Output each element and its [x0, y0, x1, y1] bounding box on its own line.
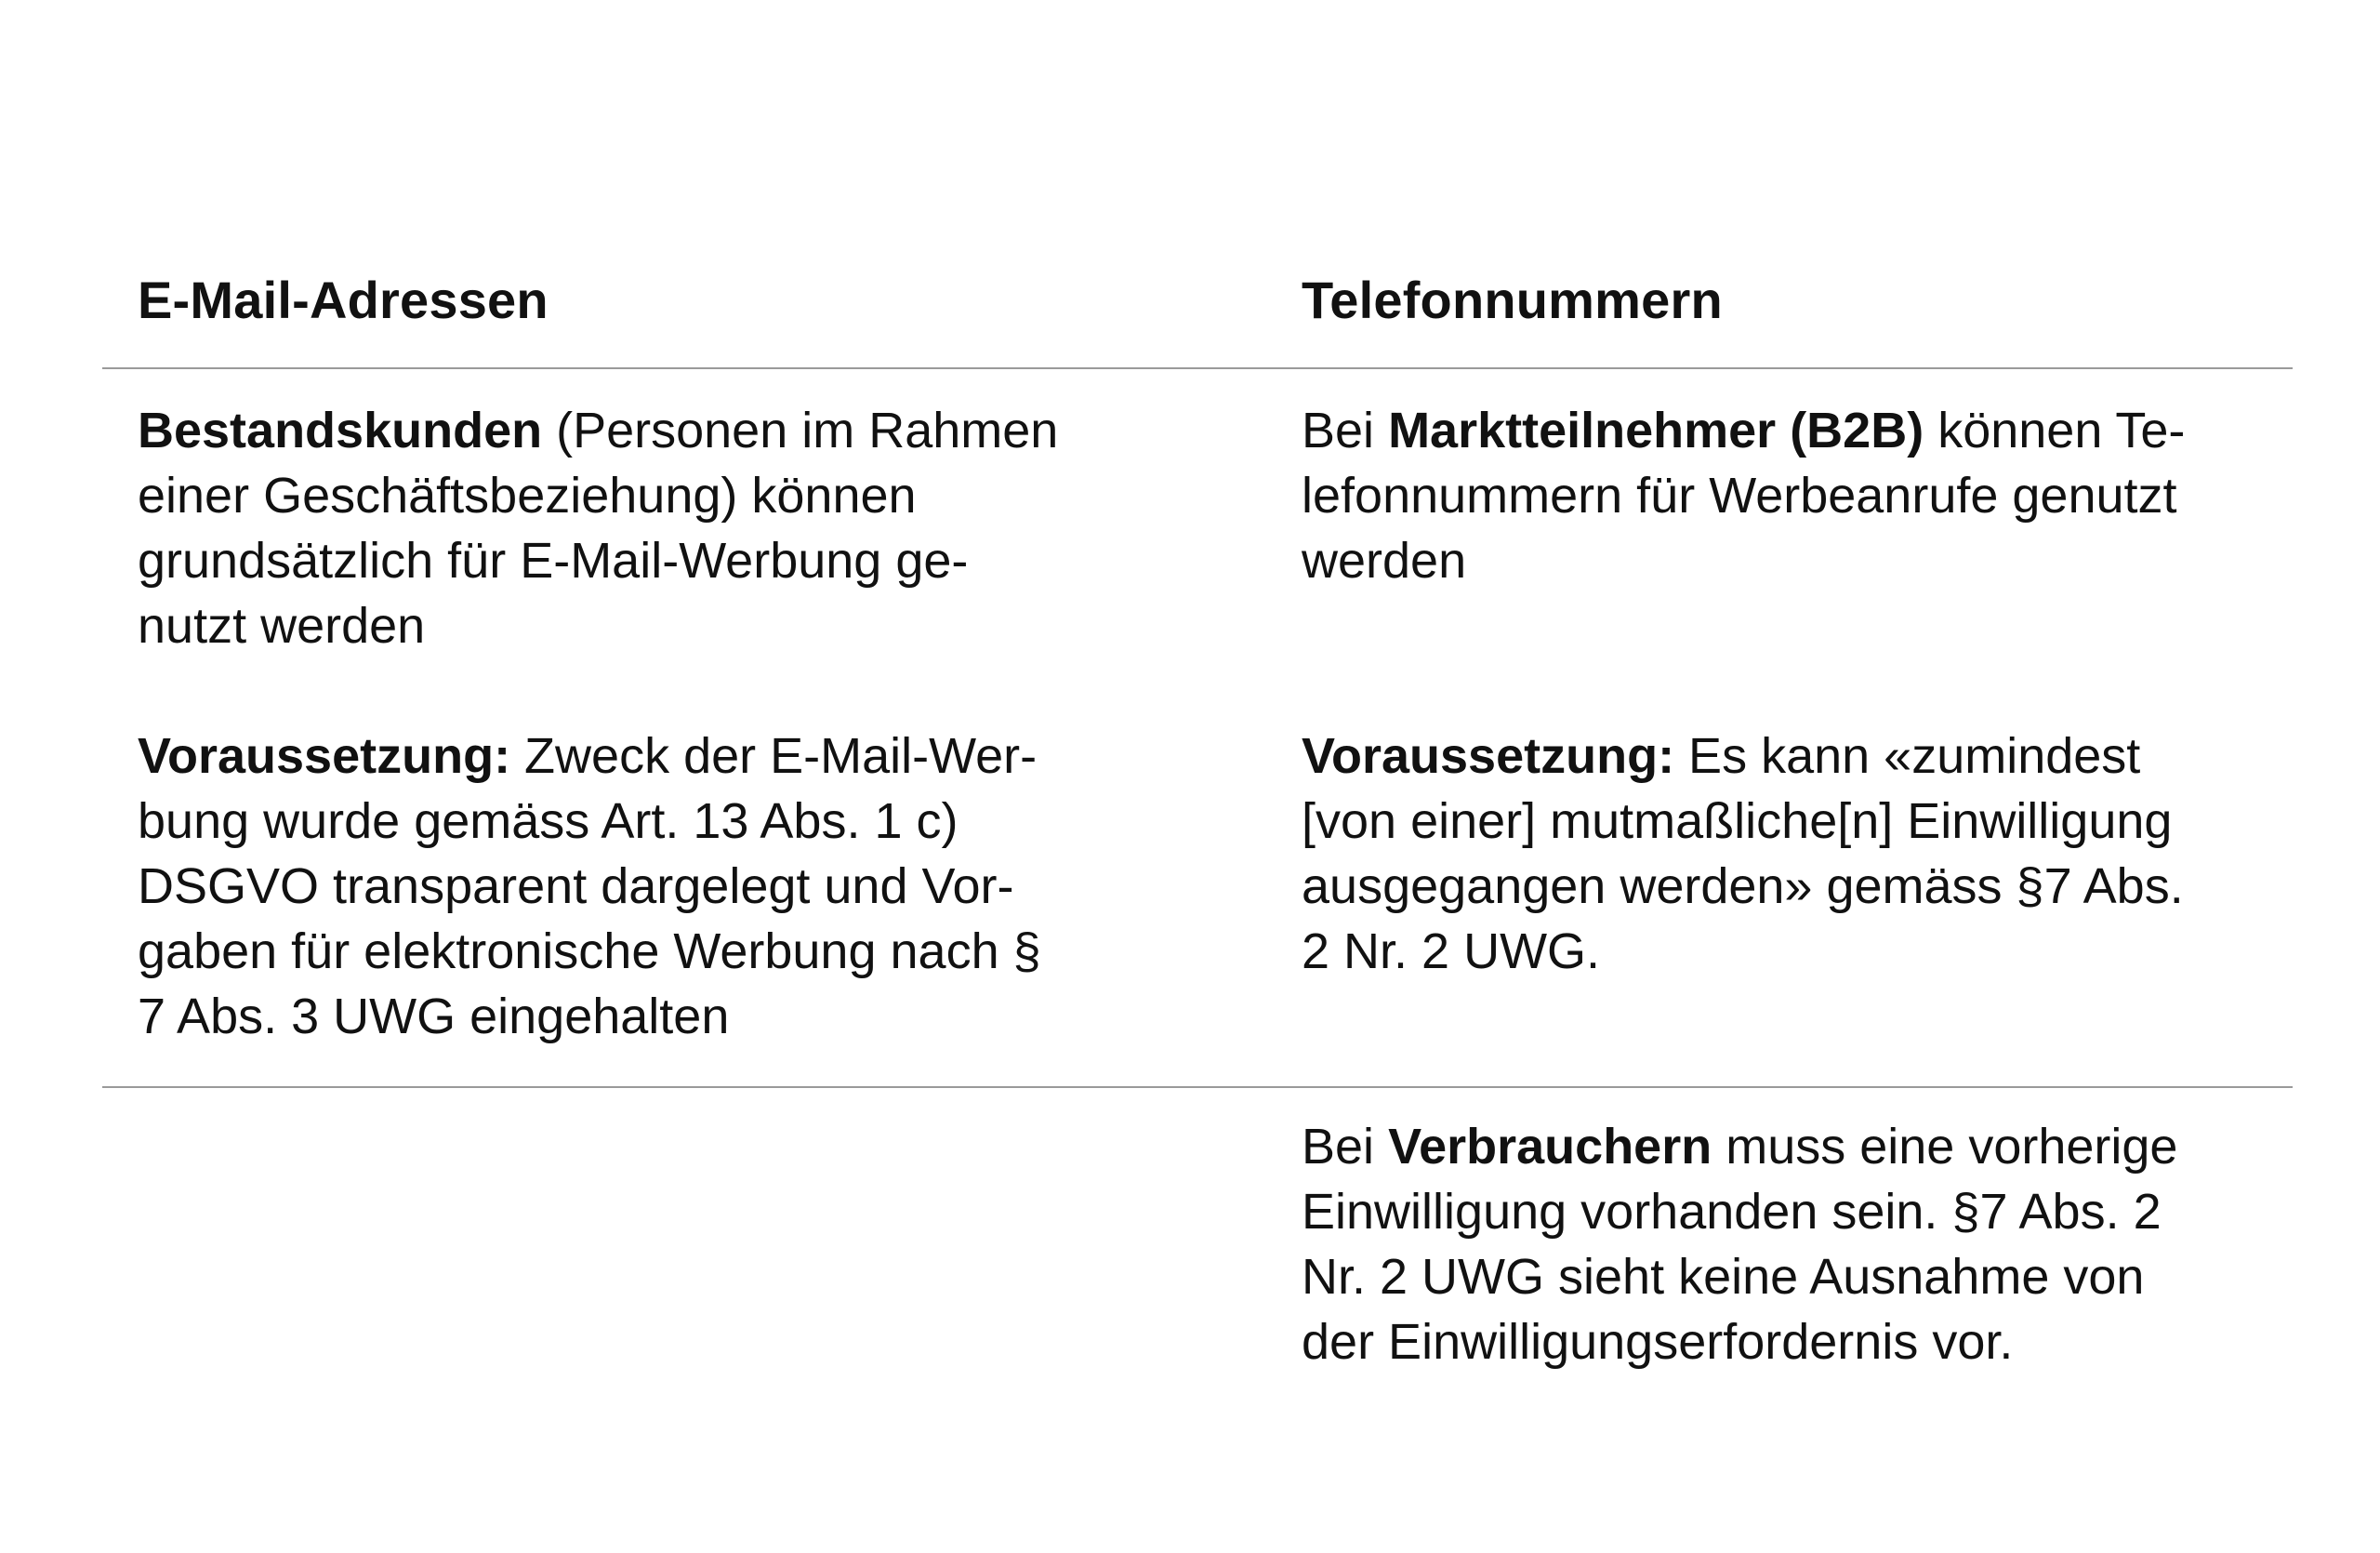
- phone-consumers-paragraph: [1302, 1114, 2278, 1374]
- phone-requirement-line-3: ausgegangen werden» gemäss §7 Abs.: [1302, 858, 2184, 914]
- phone-b2b-line-3: werden: [1302, 533, 1467, 589]
- phone-requirement-line-2: [von einer] mutmaßliche[n] Einwilligung: [1302, 793, 2173, 849]
- header-divider: [102, 367, 2293, 369]
- email-requirement-line-1: Zweck der E-Mail-Wer-: [510, 728, 1038, 784]
- column-heading-email: E-Mail-Adressen: [138, 271, 549, 329]
- email-requirement-paragraph: [138, 723, 1142, 1049]
- phone-requirement-line-4: 2 Nr. 2 UWG.: [1302, 923, 1601, 979]
- email-requirement-line-4: gaben für elektronische Werbung nach §: [138, 923, 1041, 979]
- phone-consumers-line-2: Einwilligung vorhanden sein. §7 Abs. 2: [1302, 1184, 2162, 1240]
- phone-consumers-line-1: muss eine vorherige: [1712, 1119, 2178, 1175]
- phone-b2b-line-2: lefonnummern für Werbeanrufe genutzt: [1302, 468, 2177, 524]
- phone-b2b-prefix: Bei: [1302, 403, 1389, 458]
- phone-consumers-bold: Verbrauchern: [1388, 1119, 1712, 1175]
- column-heading-phone: Telefonnummern: [1302, 271, 1723, 329]
- section-divider: [102, 1086, 2293, 1088]
- email-requirement-line-5: 7 Abs. 3 UWG eingehalten: [138, 989, 730, 1044]
- email-existing-customers-line-3: grundsätzlich für E-Mail-Werbung ge-: [138, 533, 969, 589]
- email-requirement-bold: Voraussetzung:: [138, 728, 511, 784]
- email-existing-customers-paragraph: [138, 398, 1142, 658]
- email-existing-customers-bold: Bestandskunden: [138, 403, 543, 458]
- phone-b2b-paragraph: [1302, 398, 2278, 593]
- email-requirement-line-3: DSGVO transparent dargelegt und Vor-: [138, 858, 1014, 914]
- phone-requirement-paragraph: [1302, 723, 2278, 984]
- email-existing-customers-line-4: nutzt werden: [138, 598, 426, 654]
- phone-consumers-line-4: der Einwilligungserfordernis vor.: [1302, 1314, 2014, 1370]
- phone-consumers-prefix: Bei: [1302, 1119, 1389, 1175]
- email-requirement-line-2: bung wurde gemäss Art. 13 Abs. 1 c): [138, 793, 959, 849]
- phone-requirement-line-1: Es kann «zumindest: [1674, 728, 2141, 784]
- phone-b2b-bold: Marktteilnehmer (B2B): [1388, 403, 1924, 458]
- email-existing-customers-line-2: einer Geschäftsbeziehung) können: [138, 468, 917, 524]
- phone-consumers-line-3: Nr. 2 UWG sieht keine Ausnahme von: [1302, 1249, 2145, 1305]
- email-existing-customers-line-1: (Personen im Rahmen: [542, 403, 1059, 458]
- phone-requirement-bold: Voraussetzung:: [1302, 728, 1675, 784]
- phone-b2b-line-1: können Te-: [1924, 403, 2186, 458]
